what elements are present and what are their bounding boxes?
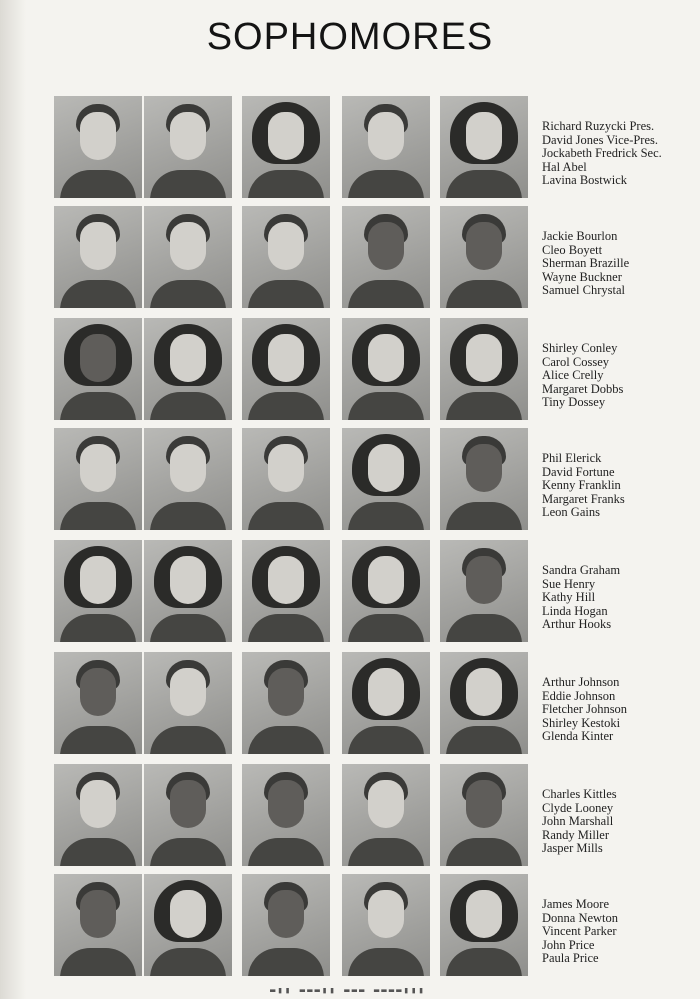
student-name: John Price bbox=[542, 937, 595, 952]
student-name: Tiny Dossey bbox=[542, 395, 606, 410]
student-portrait bbox=[144, 428, 232, 530]
student-name: Clyde Looney bbox=[542, 800, 614, 815]
student-name: Jockabeth Fredrick Sec. bbox=[542, 146, 662, 161]
page-gutter-shadow bbox=[0, 0, 26, 999]
student-portrait bbox=[342, 206, 430, 308]
student-portrait bbox=[440, 874, 528, 976]
student-portrait bbox=[144, 96, 232, 198]
student-name: Sandra Graham bbox=[542, 563, 621, 577]
student-name: Eddie Johnson bbox=[542, 688, 616, 703]
student-portrait bbox=[242, 540, 330, 642]
student-name: David Jones Vice-Pres. bbox=[542, 132, 659, 147]
student-portrait bbox=[242, 764, 330, 866]
student-name: Wayne Buckner bbox=[542, 269, 622, 284]
student-name: Jasper Mills bbox=[542, 841, 603, 856]
student-names-list bbox=[542, 342, 700, 410]
student-names-list bbox=[542, 564, 700, 632]
student-portrait bbox=[54, 652, 142, 754]
student-name: Margaret Franks bbox=[542, 491, 625, 506]
portrait-row bbox=[50, 206, 690, 308]
student-names-list bbox=[542, 120, 700, 188]
student-name: Sherman Brazille bbox=[542, 256, 630, 271]
student-portrait bbox=[440, 318, 528, 420]
student-name: Leon Gains bbox=[542, 505, 600, 520]
student-name: Arthur Hooks bbox=[542, 617, 612, 632]
portrait-row bbox=[50, 652, 690, 754]
student-portrait bbox=[54, 764, 142, 866]
student-name: Shirley Conley bbox=[542, 341, 618, 355]
student-name: Kathy Hill bbox=[542, 590, 596, 605]
student-name: Kenny Franklin bbox=[542, 478, 621, 493]
student-name: Glenda Kinter bbox=[542, 729, 614, 744]
student-portrait bbox=[242, 428, 330, 530]
student-name: Paula Price bbox=[542, 951, 599, 966]
student-portrait bbox=[144, 206, 232, 308]
portrait-row bbox=[50, 764, 690, 866]
student-names-list bbox=[542, 452, 700, 520]
student-portrait bbox=[242, 874, 330, 976]
student-portrait bbox=[242, 206, 330, 308]
student-portrait bbox=[342, 540, 430, 642]
student-name: John Marshall bbox=[542, 814, 614, 829]
student-portrait bbox=[144, 318, 232, 420]
portrait-row bbox=[50, 428, 690, 530]
student-names-list bbox=[542, 898, 700, 966]
student-name: James Moore bbox=[542, 897, 609, 911]
student-portrait bbox=[242, 318, 330, 420]
portrait-row bbox=[50, 318, 690, 420]
student-name: Lavina Bostwick bbox=[542, 173, 628, 188]
student-names-list bbox=[542, 676, 700, 744]
student-portrait bbox=[342, 96, 430, 198]
student-name: Fletcher Johnson bbox=[542, 702, 628, 717]
student-name: Vincent Parker bbox=[542, 924, 617, 939]
student-portrait bbox=[342, 874, 430, 976]
student-name: Carol Cossey bbox=[542, 354, 610, 369]
student-portrait bbox=[144, 874, 232, 976]
student-name: Samuel Chrystal bbox=[542, 283, 625, 298]
student-portrait bbox=[440, 540, 528, 642]
student-portrait bbox=[342, 318, 430, 420]
student-portrait bbox=[440, 428, 528, 530]
student-name: Alice Crelly bbox=[542, 368, 604, 383]
student-portrait bbox=[54, 318, 142, 420]
student-portrait bbox=[144, 764, 232, 866]
student-portrait bbox=[242, 96, 330, 198]
student-portrait bbox=[440, 652, 528, 754]
student-name: Randy Miller bbox=[542, 827, 610, 842]
student-portrait bbox=[54, 428, 142, 530]
student-portrait bbox=[440, 764, 528, 866]
student-name: Richard Ruzycki Pres. bbox=[542, 119, 655, 133]
student-portrait bbox=[144, 540, 232, 642]
student-name: Hal Abel bbox=[542, 159, 587, 174]
student-name: Arthur Johnson bbox=[542, 675, 620, 689]
student-portrait bbox=[54, 540, 142, 642]
student-names-list bbox=[542, 230, 700, 298]
student-portrait bbox=[440, 96, 528, 198]
student-name: Donna Newton bbox=[542, 910, 619, 925]
student-name: Shirley Kestoki bbox=[542, 715, 621, 730]
portrait-row bbox=[50, 96, 690, 198]
portrait-row bbox=[50, 874, 690, 976]
page-title: SOPHOMORES bbox=[206, 16, 494, 58]
student-name: Jackie Bourlon bbox=[542, 229, 618, 243]
student-portrait bbox=[342, 764, 430, 866]
student-names-list bbox=[542, 788, 700, 856]
student-name: Linda Hogan bbox=[542, 603, 608, 618]
student-name: Phil Elerick bbox=[542, 451, 602, 465]
student-portrait bbox=[144, 652, 232, 754]
student-portrait bbox=[54, 874, 142, 976]
student-name: Margaret Dobbs bbox=[542, 381, 624, 396]
student-name: Cleo Boyett bbox=[542, 242, 603, 257]
student-portrait bbox=[54, 96, 142, 198]
student-name: David Fortune bbox=[542, 464, 615, 479]
student-portrait bbox=[342, 652, 430, 754]
student-portrait bbox=[242, 652, 330, 754]
student-name: Charles Kittles bbox=[542, 787, 617, 801]
student-portrait bbox=[342, 428, 430, 530]
portrait-row bbox=[50, 540, 690, 642]
student-portrait bbox=[440, 206, 528, 308]
page-footer: ▬▮▮ ▬▬▬▮▮ ▬▬▬ ▬▬▬▬▮▮▮ bbox=[270, 986, 426, 994]
student-portrait bbox=[54, 206, 142, 308]
student-name: Sue Henry bbox=[542, 576, 596, 591]
